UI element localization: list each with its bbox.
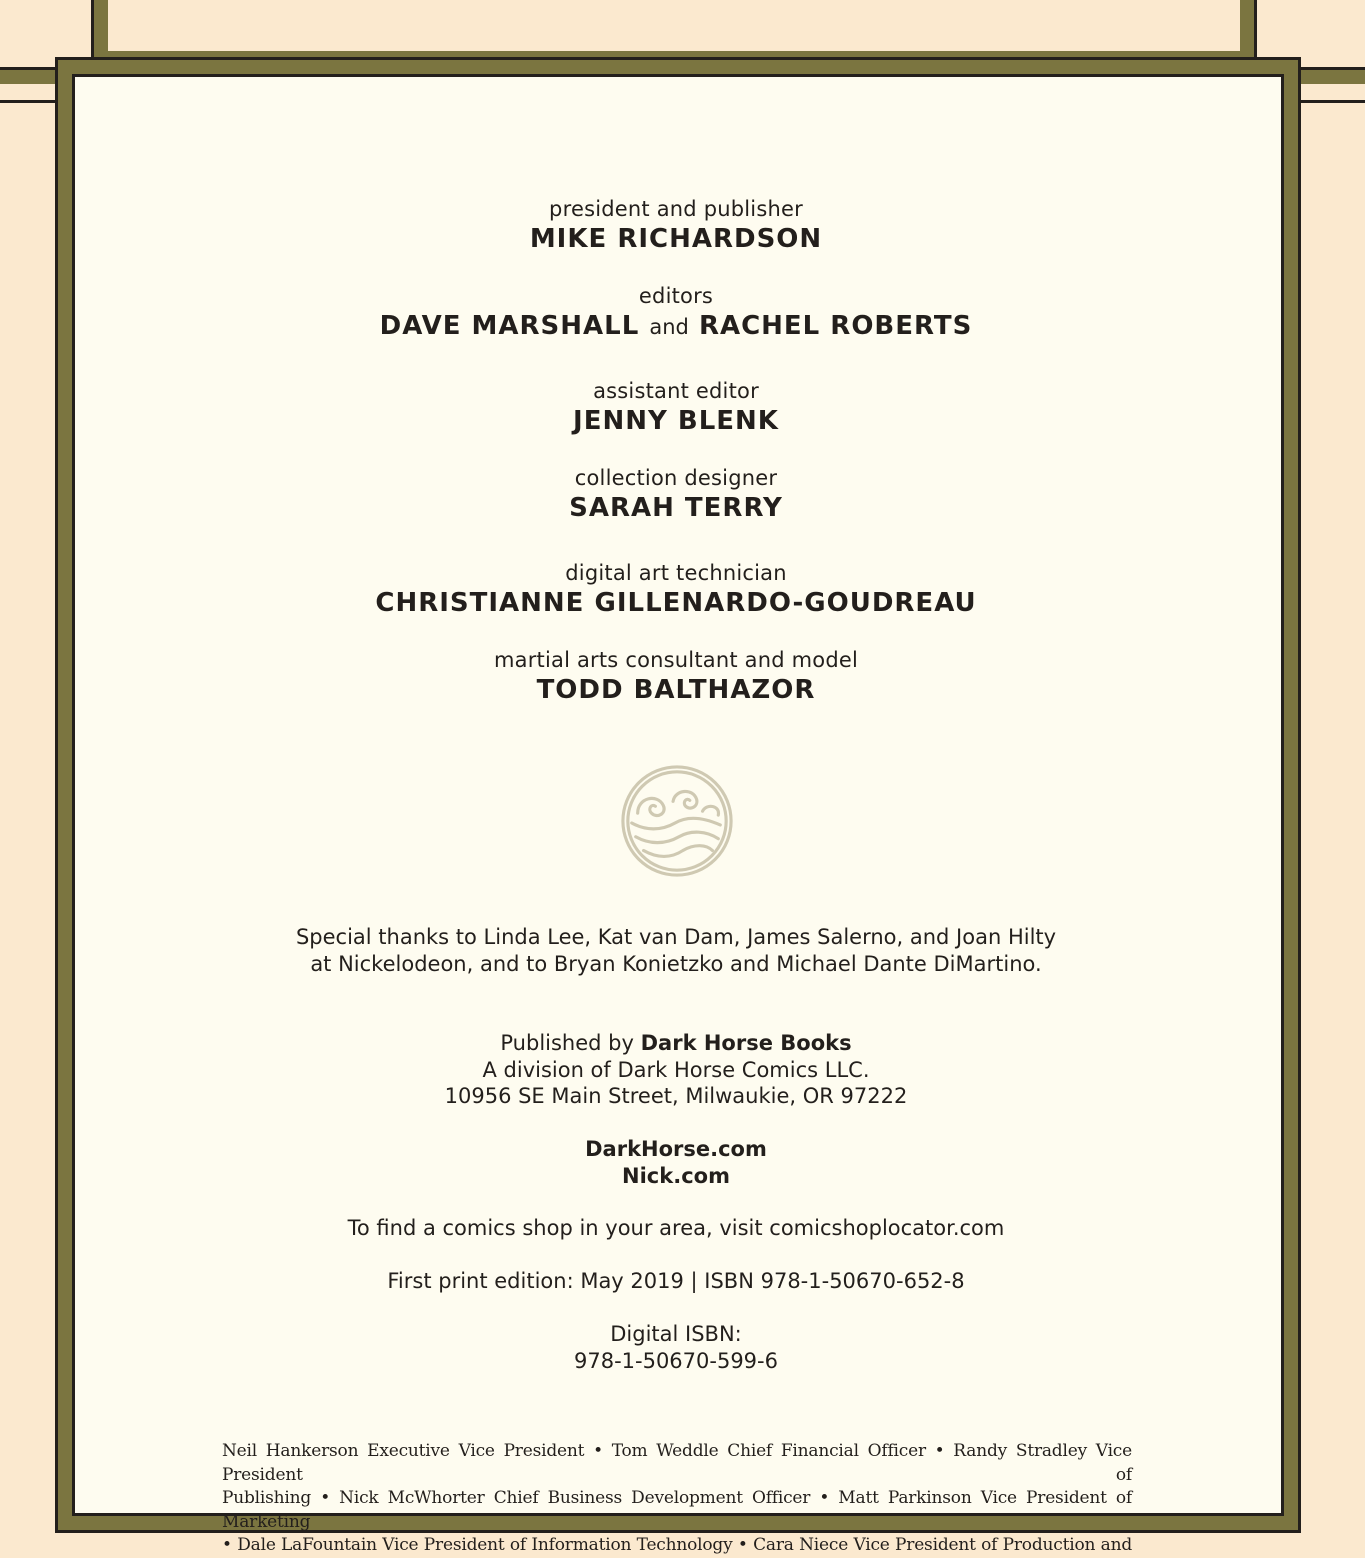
staff-line: Publishing • Nick McWhorter Chief Business Development Officer • Matt Parkinson Vice President of Marketing: [222, 1488, 1132, 1532]
shop-locator: To find a comics shop in your area, visit comicshoplocator.com: [347, 1216, 1005, 1240]
edition-info: First print edition: May 2019 | ISBN 978-1-50670-652-8: [387, 1269, 965, 1293]
credit-role: editors: [638, 284, 714, 308]
publisher-name: Dark Horse Books: [640, 1031, 852, 1055]
published-by-prefix: Published by: [500, 1031, 641, 1055]
credit-role: collection designer: [574, 466, 778, 490]
credit-role: digital art technician: [565, 561, 787, 585]
credit-name: TODD BALTHAZOR: [536, 675, 816, 705]
digital-isbn-value: 978-1-50670-599-6: [573, 1348, 778, 1373]
thanks-line: Special thanks to Linda Lee, Kat van Dam, James Salerno, and Joan Hilty: [295, 925, 1057, 949]
digital-isbn-label: Digital ISBN:: [610, 1322, 742, 1346]
publisher-division: A division of Dark Horse Comics LLC.: [482, 1057, 870, 1082]
editor-name-b: RACHEL ROBERTS: [698, 311, 973, 341]
staff-line: Neil Hankerson Executive Vice President • Tom Weddle Chief Financial Officer • Randy Stradley Vice President of: [222, 1441, 1132, 1485]
darkhorse-website: DarkHorse.com: [585, 1137, 767, 1161]
credit-collection-designer: [80, 465, 1272, 525]
credit-name: CHRISTIANNE GILLENARDO-GOUDREAU: [375, 588, 977, 618]
credit-name: JENNY BLENK: [573, 406, 779, 436]
credit-role: president and publisher: [549, 197, 803, 221]
credit-name: [80, 309, 1272, 344]
credit-assistant-editor: [80, 378, 1272, 438]
water-tribe-emblem-icon: [618, 762, 736, 880]
published-by-line: [80, 1030, 1272, 1057]
special-thanks: [80, 924, 1272, 977]
editor-name-a: DAVE MARSHALL: [379, 311, 640, 341]
publisher-info: [80, 1030, 1272, 1110]
staff-line: • Dale LaFountain Vice President of Information Technology • Cara Niece Vice President of Production and: [222, 1535, 1132, 1555]
thanks-line: at Nickelodeon, and to Bryan Konietzko and Michael Dante DiMartino.: [310, 951, 1042, 976]
credit-martial-arts-consultant: [80, 647, 1272, 707]
credit-digital-art-technician: [80, 560, 1272, 620]
frame-top-panel: [94, 0, 1254, 65]
credit-role: assistant editor: [593, 379, 759, 403]
websites: [80, 1136, 1272, 1189]
credit-publisher: [80, 196, 1272, 256]
publisher-address: 10956 SE Main Street, Milwaukie, OR 97222: [444, 1084, 908, 1108]
credit-name: MIKE RICHARDSON: [529, 224, 823, 254]
credit-name: SARAH TERRY: [569, 493, 783, 523]
nick-website: Nick.com: [622, 1163, 730, 1188]
digital-isbn: [80, 1321, 1272, 1374]
staff-listing: [222, 1440, 1132, 1558]
credit-editors: [80, 283, 1272, 344]
credit-role: martial arts consultant and model: [493, 648, 859, 672]
editor-conjunction: and: [649, 315, 689, 339]
